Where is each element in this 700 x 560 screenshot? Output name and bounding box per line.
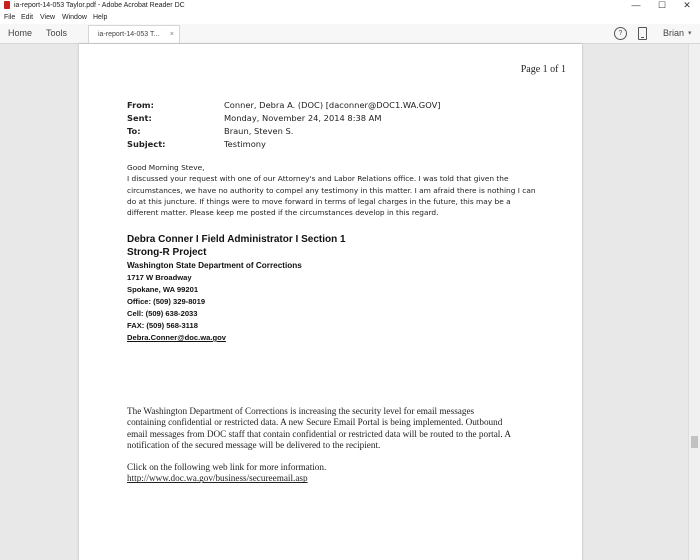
to-value: Braun, Steven S. (224, 126, 294, 136)
signature-department: Washington State Department of Corrections (127, 261, 302, 270)
menu-bar (0, 11, 700, 24)
menu-edit[interactable]: Edit (21, 14, 34, 21)
menu-window[interactable]: Window (62, 14, 87, 21)
signature-street: 1717 W Broadway (127, 273, 192, 282)
close-button[interactable]: ✕ (683, 0, 691, 10)
signature-city: Spokane, WA 99201 (127, 285, 199, 294)
body-line: different matter. Please keep me posted if the circumstances develop in this regard. (127, 208, 439, 218)
vertical-scrollbar[interactable] (688, 44, 700, 560)
notice-line: containing confidential or restricted data. A new Secure Email Portal is being implemented. Outbound (127, 417, 503, 428)
pdf-page (79, 44, 582, 560)
menu-help[interactable]: Help (93, 14, 108, 21)
window-title: ia-report-14-053 Taylor.pdf - Adobe Acrobat Reader DC (14, 2, 185, 9)
tab-bar (0, 24, 700, 44)
signature-cell: Cell: (509) 638-2033 (127, 309, 198, 318)
notice-line: The Washington Department of Corrections is increasing the security level for email messages (127, 406, 475, 416)
body-line: I discussed your request with one of our Attorney's and Labor Relations office. I was told that given the (127, 174, 509, 184)
chevron-down-icon[interactable]: ▾ (688, 30, 692, 37)
minimize-button[interactable]: — (631, 0, 641, 10)
signature-email-link[interactable]: Debra.Conner@doc.wa.gov (127, 333, 226, 342)
tab-home[interactable]: Home (8, 28, 33, 38)
title-bar (0, 0, 700, 11)
tab-tools[interactable]: Tools (46, 28, 68, 38)
tab-close-icon[interactable]: × (169, 31, 174, 38)
signature-fax: FAX: (509) 568-3118 (127, 321, 198, 330)
subject-value: Testimony (224, 139, 266, 149)
mobile-link-icon[interactable] (638, 27, 647, 40)
from-label: From: (127, 100, 154, 110)
link-intro: Click on the following web link for more information. (127, 462, 327, 473)
tab-document-label: ia-report-14-053 T... (98, 31, 160, 38)
signature-office: Office: (509) 329-8019 (127, 297, 206, 306)
pdf-app-icon (4, 1, 10, 9)
tab-document[interactable] (88, 25, 180, 43)
greeting: Good Morning Steve, (127, 163, 205, 172)
notice-line: notification of the secured message will be delivered to the recipient. (127, 439, 381, 450)
document-viewport[interactable] (0, 44, 688, 560)
help-icon[interactable]: ? (614, 27, 627, 40)
scrollbar-thumb[interactable] (691, 436, 698, 448)
notice-line: email messages from DOC staff that contain confidential or restricted data will be routed to the portal. A (127, 428, 512, 439)
user-account-name[interactable]: Brian (663, 28, 685, 38)
subject-label: Subject: (127, 139, 166, 149)
signature-name: Debra Conner I Field Administrator I Section 1 (127, 234, 346, 245)
sent-label: Sent: (127, 113, 152, 123)
from-value: Conner, Debra A. (DOC) [daconner@DOC1.WA.GOV] (224, 100, 441, 110)
security-notice (127, 406, 579, 485)
secure-email-link[interactable]: http://www.doc.wa.gov/business/secureemail.asp (127, 473, 308, 484)
page-indicator: Page 1 of 1 (520, 64, 566, 75)
maximize-button[interactable]: ☐ (657, 0, 667, 10)
to-label: To: (127, 126, 141, 136)
email-body (127, 162, 567, 218)
body-line: circumstances, we have no authority to compel any testimony in this matter. I am afraid there is nothing I can (127, 185, 536, 195)
body-line: do at this juncture. If things were to move forward in terms of legal charges in the future, this may be a (127, 196, 511, 206)
menu-file[interactable]: File (4, 14, 16, 21)
signature-project: Strong-R Project (127, 247, 207, 258)
sent-value: Monday, November 24, 2014 8:38 AM (224, 113, 382, 123)
menu-view[interactable]: View (40, 14, 56, 21)
